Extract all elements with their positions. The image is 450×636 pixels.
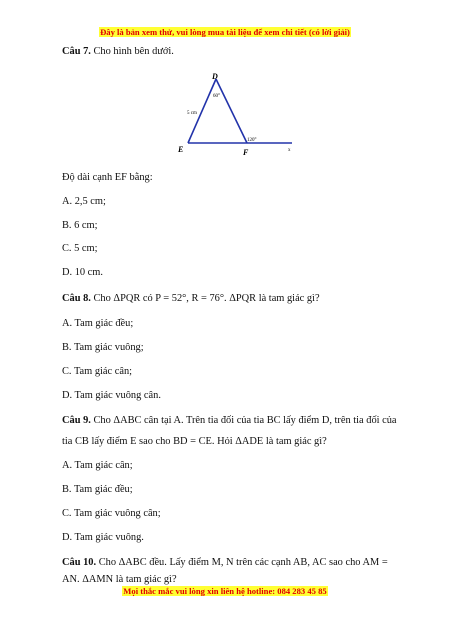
angle-f-label: 120° [247, 138, 257, 143]
preview-notice-header [0, 27, 450, 37]
question-9-option-b: B. Tam giác đều; [62, 484, 133, 495]
vertex-f-label: F [243, 148, 249, 157]
triangle-def-figure [170, 70, 310, 158]
question-8-option-b: B. Tam giác vuông; [62, 342, 144, 353]
question-7-option-b: B. 6 cm; [62, 220, 98, 231]
question-9-label: Câu 9. [62, 415, 91, 426]
question-10-stem-line2: AN. ΔAMN là tam giác gì? [62, 574, 177, 585]
question-7-option-c: C. 5 cm; [62, 243, 98, 254]
question-8-stem: Cho ΔPQR có P = 52°, R = 76°. ΔPQR là tam giác gì? [93, 293, 320, 304]
question-9-stem-line2: tia CB lấy điểm E sao cho BD = CE. Hỏi ΔADE là tam giác gì? [62, 436, 327, 447]
question-7-label: Câu 7. [62, 46, 91, 57]
segment-df [216, 79, 247, 143]
question-8-option-a: A. Tam giác đều; [62, 318, 134, 329]
question-7-heading [62, 46, 174, 57]
question-8-heading [62, 293, 320, 304]
question-10-stem-line1: Cho ΔABC đều. Lấy điểm M, N trên các cạnh AB, AC sao cho AM = [98, 557, 388, 568]
question-9-stem-line1: Cho ΔABC cân tại A. Trên tia đối của tia BC lấy điểm D, trên tia đối của [93, 415, 397, 426]
question-10-label: Câu 10. [62, 557, 97, 568]
question-8-label: Câu 8. [62, 293, 91, 304]
question-9-option-c: C. Tam giác vuông cân; [62, 508, 161, 519]
side-de-label: 5 cm [187, 111, 197, 116]
angle-d-label: 60° [213, 94, 220, 99]
question-7-prompt: Độ dài cạnh EF bằng: [62, 172, 153, 183]
question-9-heading [62, 415, 397, 426]
hotline-notice-footer [0, 586, 450, 596]
ray-end-label: x [288, 148, 291, 153]
question-9-option-a: A. Tam giác cân; [62, 460, 133, 471]
question-7-option-d: D. 10 cm. [62, 267, 103, 278]
preview-notice-text: Đây là bản xem thử, vui lòng mua tài liệu để xem chi tiết (có lời giải) [100, 27, 350, 37]
question-7-stem: Cho hình bên dưới. [93, 46, 174, 57]
vertex-e-label: E [178, 145, 184, 154]
question-8-option-c: C. Tam giác cân; [62, 366, 133, 377]
question-9-option-d: D. Tam giác vuông. [62, 532, 144, 543]
vertex-d-label: D [212, 72, 218, 81]
question-8-option-d: D. Tam giác vuông cân. [62, 390, 161, 401]
hotline-notice-text: Mọi thắc mắc vui lòng xin liên hệ hotline: 084 283 45 85 [123, 586, 327, 596]
question-10-heading [62, 557, 388, 568]
question-7-option-a: A. 2,5 cm; [62, 196, 106, 207]
